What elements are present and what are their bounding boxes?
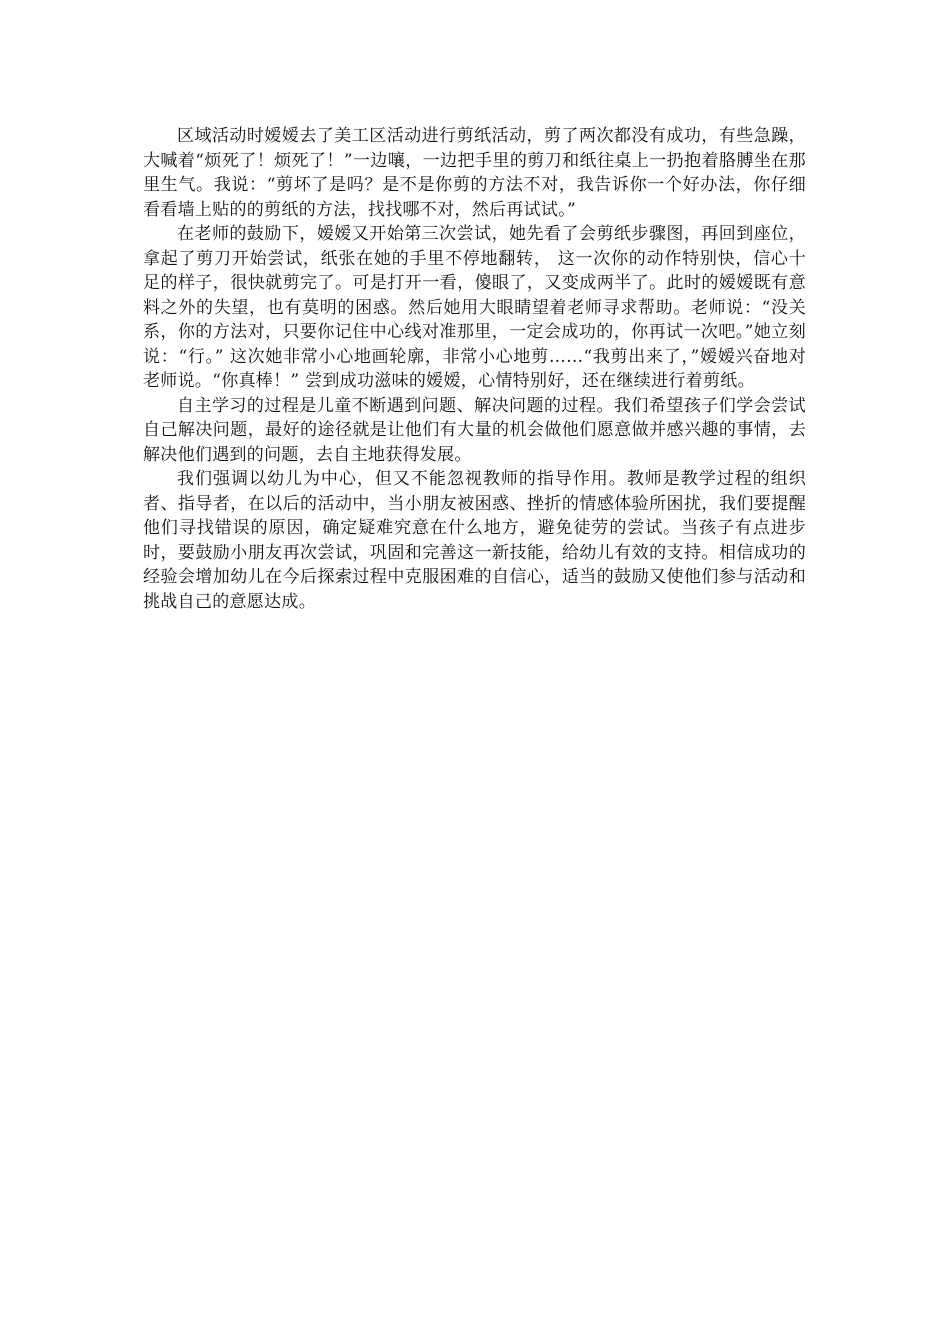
paragraph-3: 自主学习的过程是儿童不断遇到问题、解决问题的过程。我们希望孩子们学会尝试自己解决问题，最好的途径就是让他们有大量的机会做他们愿意做并感兴趣的事情，去解决他们遇到的问题，去自主地获得发展。 bbox=[143, 395, 806, 465]
paragraph-2: 在老师的鼓励下，嫒嫒又开始第三次尝试，她先看了会剪纸步骤图，再回到座位，拿起了剪刀开始尝试，纸张在她的手里不停地翻转， 这一次你的动作特别快，信心十足的样子，很快就剪完了。可是打开一看，傻眼了，又变成两半了。此时的嫒嫒既有意料之外的失望，也有莫明的困惑。然后她用大眼睛望着老师寻求帮助。老师说：“没关系，你的方法对，只要你记住中心线对准那里，一定会成功的，你再试一次吧。”她立刻说：“行。” 这次她非常小心地画轮廓，非常小心地剪……“我剪出来了，”嫒嫒兴奋地对老师说。“你真棒！” 尝到成功滋味的嫒嫒，心情特别好，还在继续进行着剪纸。 bbox=[143, 224, 806, 391]
paragraph-1: 区域活动时嫒嫒去了美工区活动进行剪纸活动，剪了两次都没有成功，有些急躁，大喊着“烦死了！烦死了！”一边嚷，一边把手里的剪刀和纸往桌上一扔抱着胳膊坐在那里生气。我说：“剪坏了是吗？是不是你剪的方法不对，我告诉你一个好办法，你仔细看看墙上贴的的剪纸的方法，找找哪不对，然后再试试。” bbox=[143, 126, 806, 220]
document-body bbox=[143, 124, 806, 614]
paragraph-4: 我们强调以幼儿为中心，但又不能忽视教师的指导作用。教师是教学过程的组织者、指导者，在以后的活动中，当小朋友被困惑、挫折的情感体验所困扰，我们要提醒他们寻找错误的原因，确定疑难究意在什么地方，避免徒劳的尝试。当孩子有点进步时，要鼓励小朋友再次尝试，巩固和完善这一新技能，给幼儿有效的支持。相信成功的经验会增加幼儿在今后探索过程中克服困难的自信心，适当的鼓励又使他们参与活动和挑战自己的意愿达成。 bbox=[143, 469, 806, 612]
